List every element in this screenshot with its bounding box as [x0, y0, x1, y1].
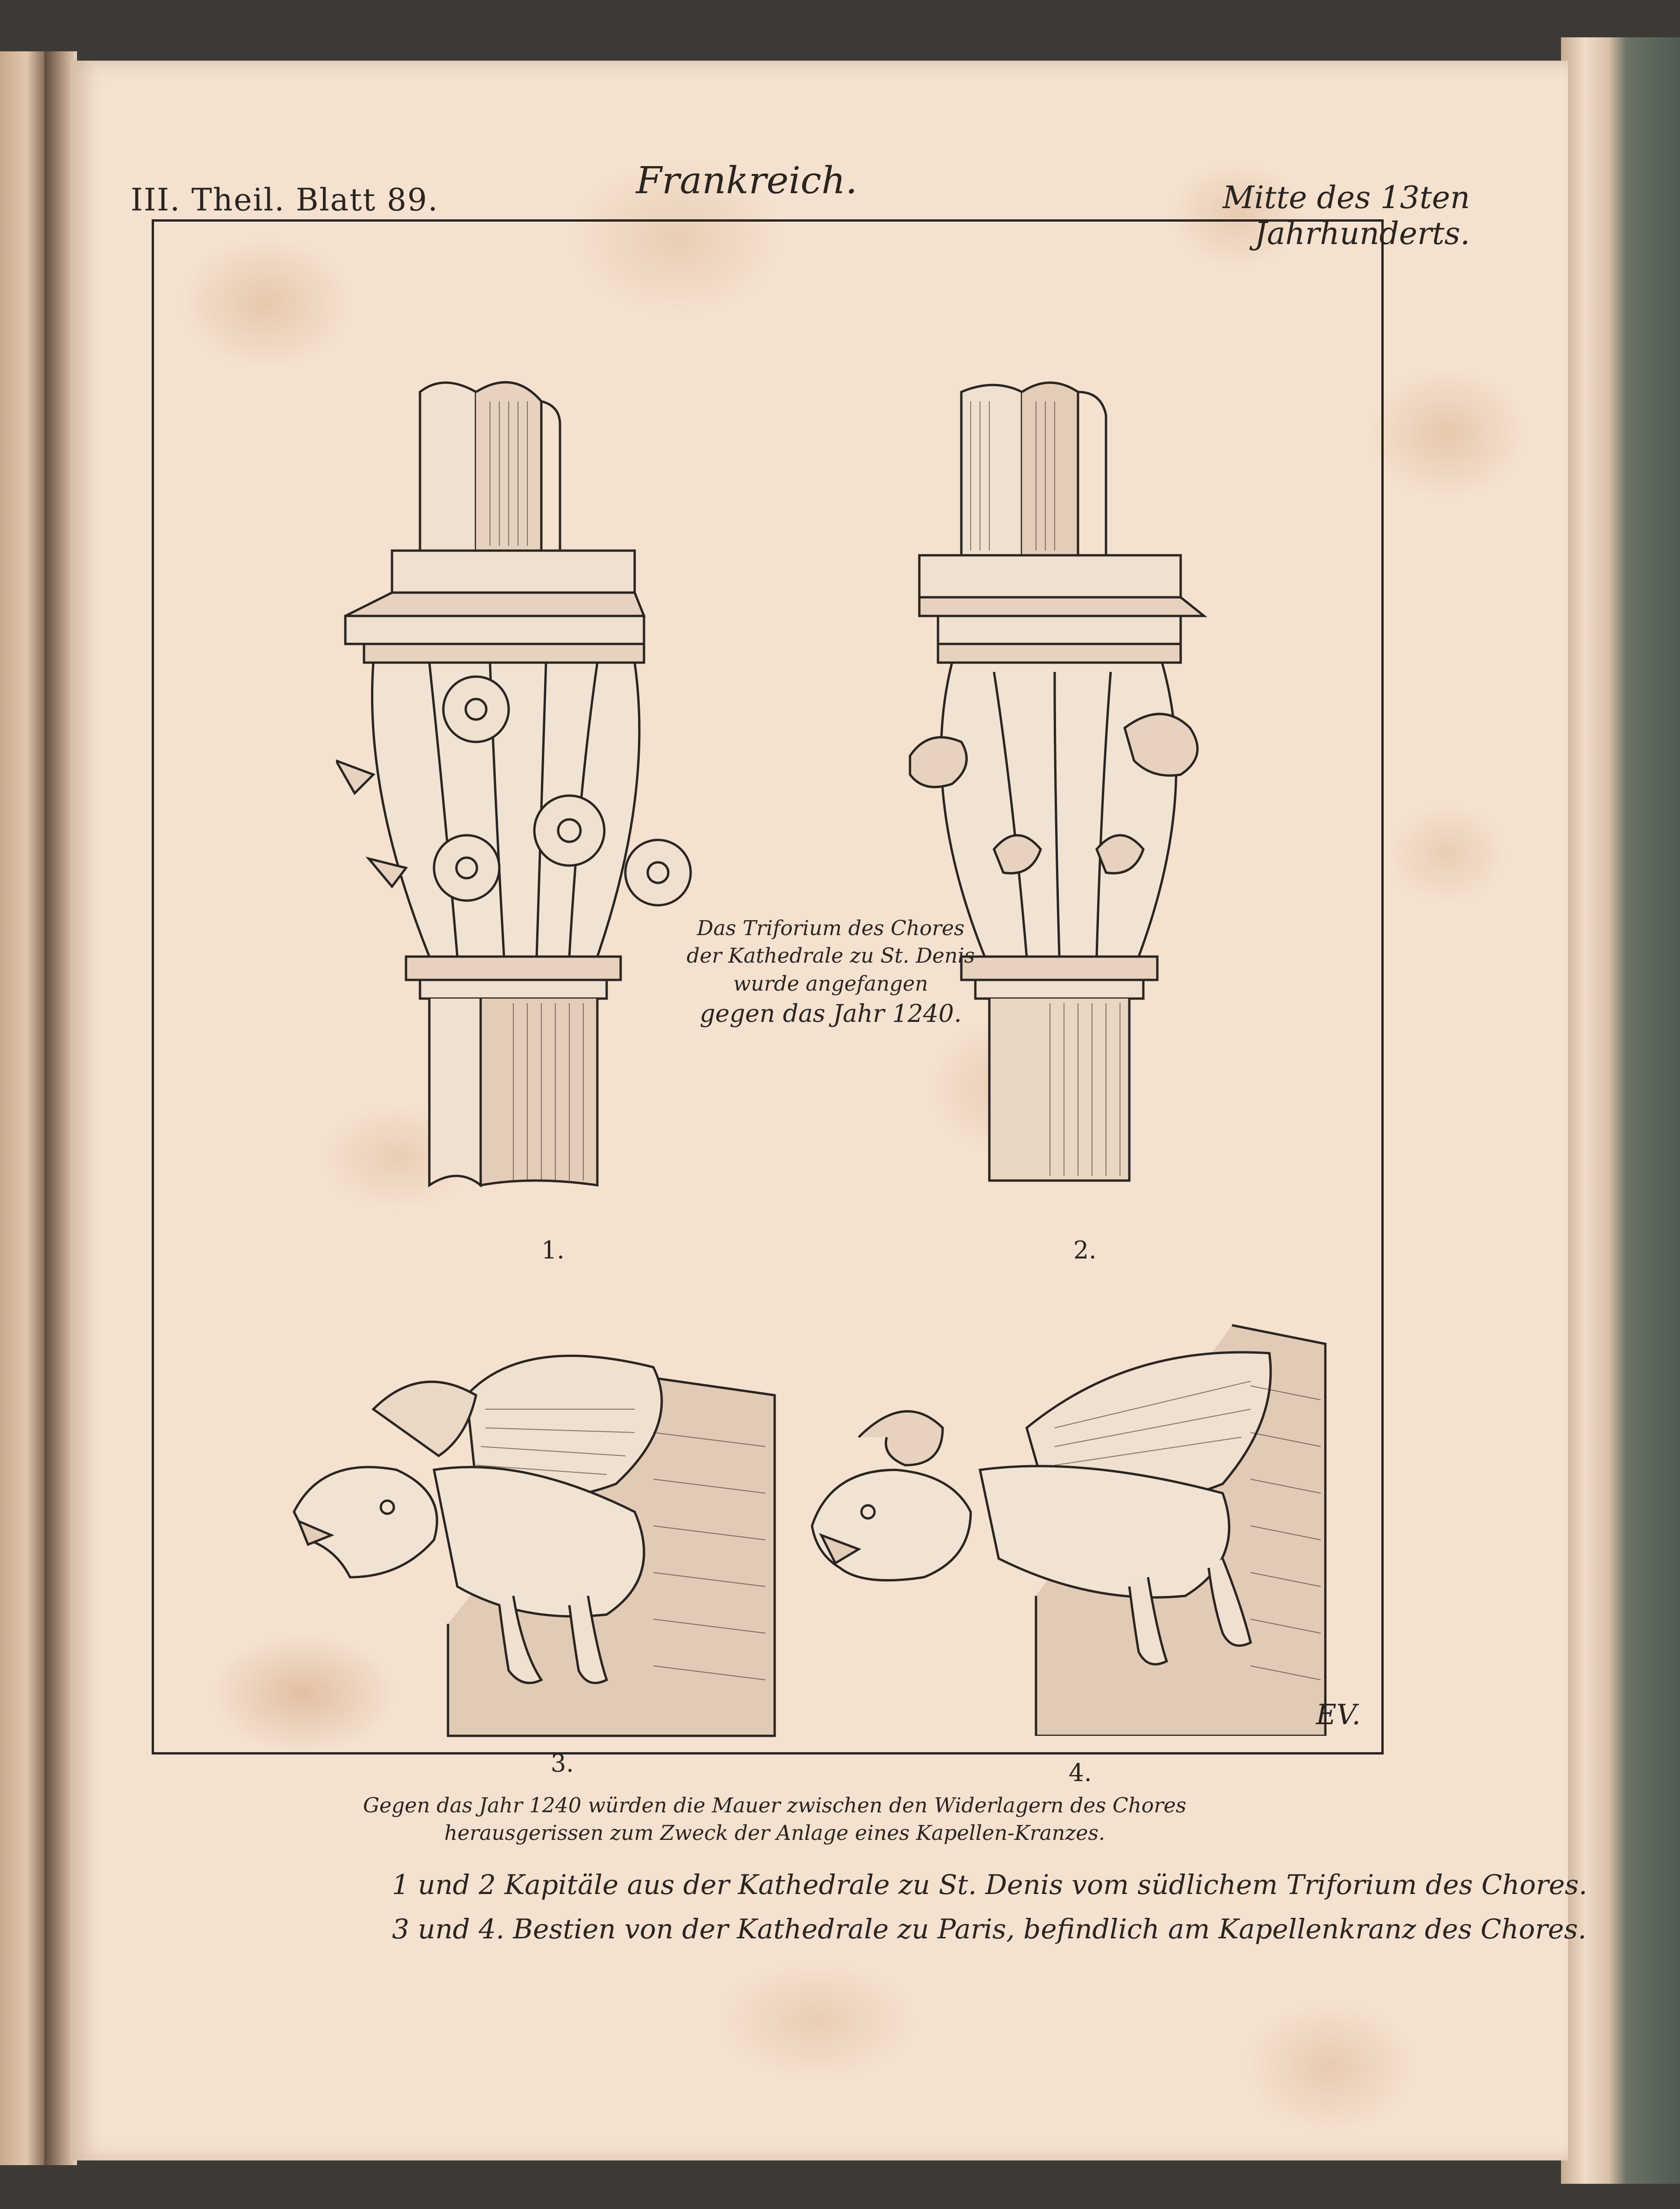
capital-2-illustration — [901, 373, 1237, 1213]
capital-drawing-1 — [336, 373, 709, 1213]
gargoyle-drawing-4 — [803, 1316, 1363, 1736]
header-period: Mitte des 13ten Jahrhunderts. — [1223, 180, 1470, 252]
note-triforium-line: Das Triforium des Chores — [697, 916, 965, 940]
header-country: Frankreich. — [636, 159, 858, 202]
caption-line-1: 1 und 2 Kapitäle aus der Kathedrale zu St. Denis vom südlichem Triforium des Chores. — [392, 1869, 1588, 1901]
figure-label-1: 1. — [541, 1237, 565, 1265]
note-mauer-line: Gegen das Jahr 1240 würden die Mauer zwischen den Widerlagern des Chores — [363, 1794, 1187, 1818]
artist-monogram: EV. — [1316, 1699, 1361, 1731]
book-cover-edge — [1561, 37, 1680, 2184]
note-triforium-line: der Kathedrale zu St. Denis — [686, 944, 975, 968]
caption-line-2: 3 und 4. Bestien von der Kathedrale zu Paris, befindlich am Kapellenkranz des Chores. — [392, 1913, 1587, 1945]
figure-label-3: 3. — [551, 1750, 574, 1778]
gargoyle-drawing-3 — [280, 1316, 821, 1759]
gargoyle-4-illustration — [803, 1316, 1363, 1736]
note-mauer-line: herausgerissen zum Zweck der Anlage eines Kapellen-Kranzes. — [444, 1821, 1106, 1845]
note-mauer — [345, 1792, 1204, 1847]
gargoyle-3-illustration — [280, 1316, 821, 1759]
figure-label-4: 4. — [1069, 1759, 1092, 1787]
figure-label-2: 2. — [1073, 1237, 1097, 1265]
note-triforium — [672, 915, 989, 1030]
header-part-sheet: III. Theil. Blatt 89. — [131, 182, 439, 218]
note-triforium-line: wurde angefangen — [733, 972, 928, 996]
note-triforium-line: gegen das Jahr 1240. — [700, 1000, 962, 1028]
capital-drawing-2 — [901, 373, 1237, 1213]
capital-1-illustration — [336, 373, 709, 1213]
left-facing-page — [0, 51, 44, 2165]
